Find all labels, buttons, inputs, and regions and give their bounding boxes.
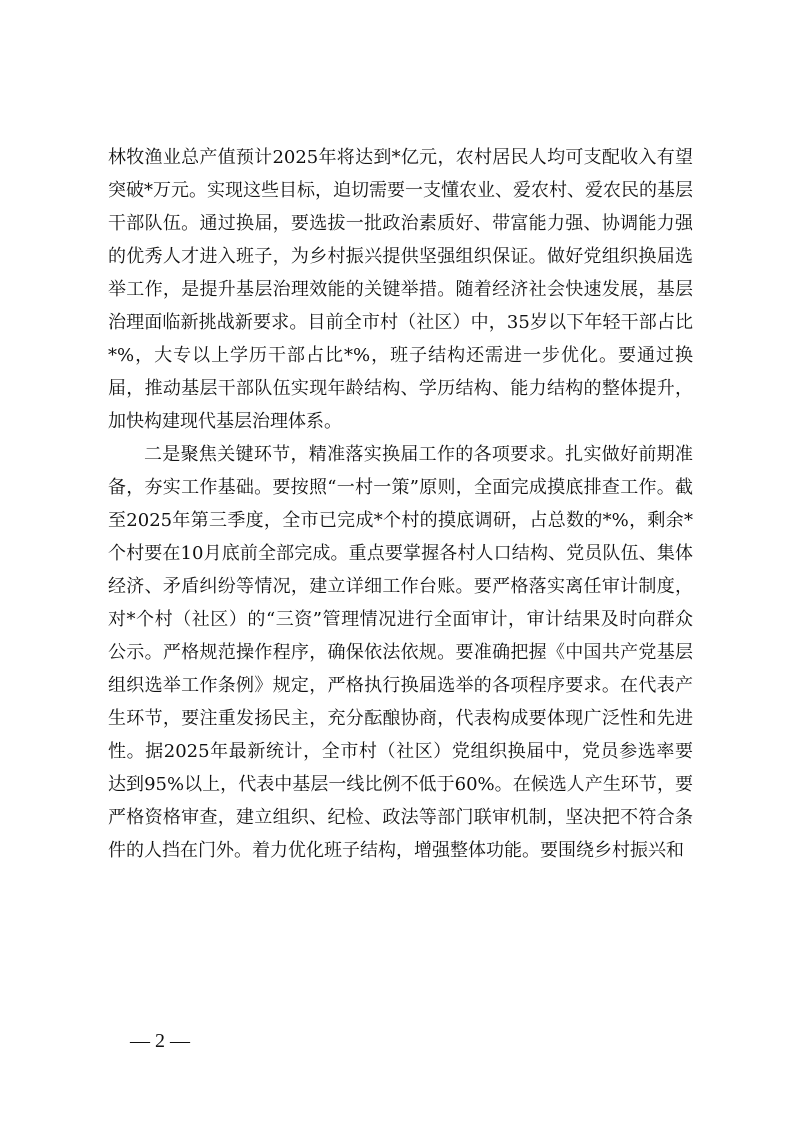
paragraph-section-two: 二是聚焦关键环节，精准落实换届工作的各项要求。扎实做好前期准备，夯实工作基础。要按照“一村一策”原则，全面完成摸底排查工作。截至2025年第三季度，全市已完成*个村的摸底调研，占总数的*%，剩余*个村要在10月底前全部完成。重点要掌握各村人口结构、党员队伍、集体经济、矛盾纠纷等情况，建立详细工作台账。要严格落实离任审计制度，对*个村（社区）的“三资”管理情况进行全面审计，审计结果及时向群众公示。严格规范操作程序，确保依法依规。要准确把握《中国共产党基层组织选举工作条例》规定，严格执行换届选举的各项程序要求。在代表产生环节，要注重发扬民主，充分酝酿协商，代表构成要体现广泛性和先进性。据2025年最新统计，全市村（社区）党组织换届中，党员参选率要达到95%以上，代表中基层一线比例不低于60%。在候选人产生环节，要严格资格审查，建立组织、纪检、政法等部门联审机制，坚决把不符合条件的人挡在门外。着力优化班子结构，增强整体功能。要围绕乡村振兴和 bbox=[108, 444, 693, 861]
document-body bbox=[108, 141, 693, 867]
page-number: — 2 — bbox=[130, 1030, 190, 1052]
paragraph-continuation: 林牧渔业总产值预计2025年将达到*亿元，农村居民人均可支配收入有望突破*万元。实现这些目标，迫切需要一支懂农业、爱农村、爱农民的基层干部队伍。通过换届，要选拔一批政治素质好、带富能力强、协调能力强的优秀人才进入班子，为乡村振兴提供坚强组织保证。做好党组织换届选举工作，是提升基层治理效能的关键举措。随着经济社会快速发展，基层治理面临新挑战新要求。目前全市村（社区）中，35岁以下年轻干部占比*%，大专以上学历干部占比*%，班子结构还需进一步优化。要通过换届，推动基层干部队伍实现年龄结构、学历结构、能力结构的整体提升，加快构建现代基层治理体系。 bbox=[108, 147, 693, 432]
